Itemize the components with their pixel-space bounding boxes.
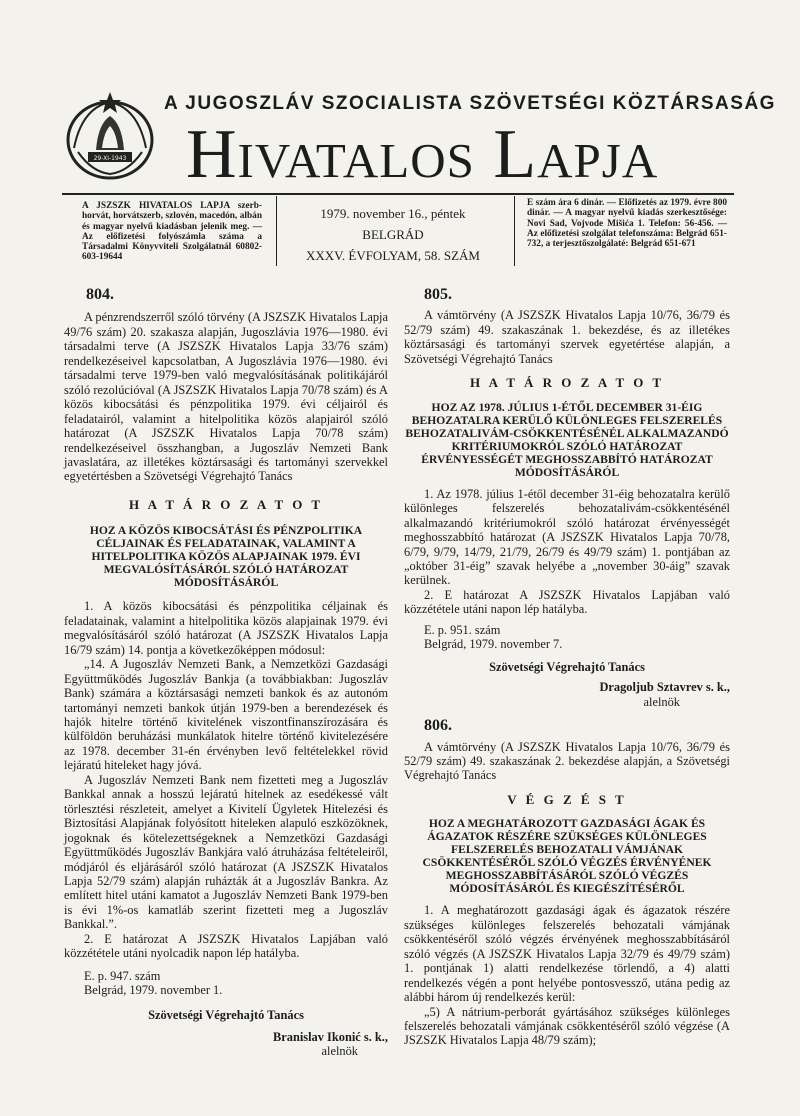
decree-number-804: 804.: [86, 286, 114, 303]
decree-806-intro: A vámtörvény (A JSZSZK Hivatalos Lapja 10/76, 36/79 és 52/79 szám) 49. szakaszának 2. bekezdése alapján, a Szövetségi Végrehajtó Tanács: [404, 739, 730, 783]
decree-805-intro: A vámtörvény (A JSZSZK Hivatalos Lapja 10/76, 36/79 és 52/79 szám) 49. szakaszának 1. bekezdése, és az illetékes köztársasági és tartományi szervek egyetértése alapján, a Szövetségi Végrehajtó Tanács: [404, 308, 730, 366]
decree-804-paragraph-2: „14. A Jugoszláv Nemzeti Bank, a Nemzetközi Gazdasági Együttműködés Jugoszláv Bankja (a továbbiakban: Jugoszláv Bank) számára a köztársasági nemzeti bankok és az autonóm tartományi nemzeti bankok útján 1979-ben a berendezések és hajók hitelre történő kivitelének viszontfinanszírozására és külföldön beruházási munkálatok hitelre történő kivitelezésére az 1978. december 31-én érvényben levő feltételekkel rövid lejáratú hiteleket hagy jóvá.: [64, 657, 388, 773]
header-right-info: E szám ára 6 dinár. — Előfizetés az 1979. évre 800 dinár. — A magyar nyelvű kiadás szerkesztősége: Novi Sad, Vojvode Mišića 1. Telefon: 56-456. — Az előfizetési szolgálat telefonszáma: Belgrád 651-732, a terjesztőszolgálaté: Belgrád 651-671: [527, 198, 727, 250]
decree-806-heading: V É G Z É S T: [507, 791, 627, 807]
masthead-title: Hivatalos Lapja: [186, 116, 659, 193]
decree-806-paragraph-1: 1. A meghatározott gazdasági ágak és ágazatok részére szükséges különleges felszerelés behozatali vámjának csökkentéséről szóló végzés érvényének meghosszabbításáról szóló végzés (A JSZSZK Hivatalos Lapja 32/79 és 49/79 szám) 1. pontjának 1) alatti rendelkezése törlendő, a 4) alatti rendelkezés végén a pont helyébe pontosvessző, utána pedig az alábbi három új rendelkezés kerül:: [404, 903, 730, 1005]
state-emblem: [62, 88, 158, 184]
left-column: [64, 288, 388, 1059]
issue-date: 1979. november 16., péntek: [320, 206, 466, 221]
decree-804-reference: E. p. 947. szám: [84, 968, 161, 983]
decree-804-signer: Branislav Ikonić s. k.,: [273, 1030, 388, 1045]
decree-805-signer: Dragoljub Sztavrev s. k.,: [599, 680, 730, 695]
decree-804-paragraph-3: A Jugoszláv Nemzeti Bank nem fizetteti meg a Jugoszláv Bankkal annak a hosszú lejáratú hitelnek az esedékessé vált törlesztési részleteit, amelyet a Kivitelí Ügyletek Hitelezési és Biztosítási Alapjának folyósított hiteleken alapuló eszközöknek, jogoknak és kötelezettségeknek a Nemzetközi Gazdasági Együttműködés Jugoszláv Bankjára való átruházása feltételeiről, módjáról és eljárásáról szóló határozat (A JSZSZK Hivatalos Lapja 52/79 szám) alapján ruházták át a Jugoszláv Bankra. Az említett hitel utáni kamatot a Jugoszláv Nemzeti Bank 1979-ben is évi 1%-os kamatláb szerint fizetteti meg a Jugoszláv Bankkal.”.: [64, 772, 388, 932]
decree-804-issuer: Szövetségi Végrehajtó Tanács: [148, 1007, 304, 1022]
decree-805-title: HOZ AZ 1978. JÚLIUS 1-ÉTŐL DECEMBER 31-ÉIG BEHOZATALRA KERÜLŐ KÜLÖNLEGES FELSZERELÉS BEHOZATALIVÁM-CSÖKKENTÉSÉNÉL ALKALMAZANDÓ KRITÉRIUMOKRÓL SZÓLÓ HATÁROZAT ÉRVÉNYESSÉGÉT MEGHOSSZABBÍTÓ HATÁROZAT MÓDOSÍTÁSÁRÓL: [405, 400, 729, 479]
issue-city: BELGRÁD: [362, 227, 424, 242]
right-column: [404, 288, 730, 1048]
decree-806-title: HOZ A MEGHATÁROZOTT GAZDASÁGI ÁGAK ÉS ÁGAZATOK RÉSZÉRE SZÜKSÉGES KÜLÖNLEGES FELSZERELÉS BEHOZATALI VÁMJÁNAK CSÖKKENTÉSÉRŐL SZÓLÓ VÉGZÉS ÉRVÉNYÉNEK MEGHOSSZABBÍTÁSÁRÓL SZÓLÓ VÉGZÉS MÓDOSÍTÁSÁRÓL ÉS KIEGÉSZÍTÉSÉRŐL: [422, 817, 712, 896]
issue-volume: XXXV. ÉVFOLYAM, 58. SZÁM: [306, 248, 480, 263]
decree-806-paragraph-2: „5) A nátrium-perborát gyártásához szükséges különleges felszerelés behozatali vámjának csökkentéséről szóló végzése (A JSZSZK Hivatalos Lapja 48/79 szám);: [404, 1004, 730, 1048]
decree-805-paragraph-1: 1. Az 1978. július 1-étől december 31-éig behozatalra kerülő különleges felszerelés behozatalivám-csökkentésénél alkalmazandó kritériumokról szóló határozat érvényességét meghosszabbító határozat (A JSZSZK Hivatalos Lapja 70/78, 6/79, 9/79, 14/79, 21/79, 26/79 és 49/79 szám) 1. pontjában az „október 31-éig” szavak helyébe a „november 30-áig” szavak kerülnek.: [404, 486, 730, 588]
decree-805-place-date: Belgrád, 1979. november 7.: [424, 637, 563, 652]
decree-805-role: alelnök: [643, 694, 680, 709]
decree-805-reference: E. p. 951. szám: [424, 622, 501, 637]
publication-kicker: A JUGOSZLÁV SZOCIALISTA SZÖVETSÉGI KÖZTÁRSASÁG: [164, 93, 776, 114]
emblem-date: 29-XI-1943: [93, 155, 127, 162]
decree-805-paragraph-2: 2. E határozat A JSZSZK Hivatalos Lapjában való közzététele utáni napon lép hatályba.: [404, 587, 730, 617]
decree-804-paragraph-1: 1. A közös kibocsátási és pénzpolitika céljainak és feladatainak, valamint a hitelpolitika közös alapjainak 1979. évi megvalósításáról szóló határozat (A JSZSZK Hivatalos Lapja 16/79 szám) 14. pontja a következőképpen módosul:: [64, 599, 388, 657]
header-divider-right: [514, 196, 515, 266]
decree-804-intro: A pénzrendszerről szóló törvény (A JSZSZK Hivatalos Lapja 49/76 szám) 20. szakasza alapján, Jugoszlávia 1976—1980. évi társadalmi terve (A JSZSZK Hivatalos Lapja 33/76 szám) rendelkezéseivel kapcsolatban, A Jugoszlávia 1976—1980. évi társadalmi terve 1979-ben való megvalósításának politikájáról szóló rezolúcióval (A JSZSZK Hivatalos Lapja 70/78 szám) és A közös kibocsátási és pénzpolitika 1979. évi céljairól és feladatairól, valamint a hitelpolitika közös alapjairól szóló határozat (A JSZSZK Hivatalos Lapja 70/78 szám) rendelkezéseivel összhangban, a Jugoszláv Nemzeti Bank javaslatára, az illetékes köztársasági és tartományi szervekkel egyetértésben a Szövetségi Végrehajtó Tanács: [64, 310, 388, 484]
header-rule: [62, 193, 734, 195]
header-left-info: A JSZSZK HIVATALOS LAPJA szerb-horvát, horvátszerb, szlovén, macedón, albán és magyar nyelvű kiadásban jelenik meg. — Az előfizetési folyószámla száma a Társadalmi Könyvviteli Szolgálatnál 60802-603-19644: [82, 201, 262, 263]
decree-number-806: 806.: [424, 717, 452, 735]
decree-number-805: 805.: [424, 286, 452, 303]
decree-805-issuer: Szövetségi Végrehajtó Tanács: [489, 659, 645, 674]
decree-804-title: HOZ A KÖZÖS KIBOCSÁTÁSI ÉS PÉNZPOLITIKA CÉLJAINAK ÉS FELADATAINAK, VALAMINT A HITELPOLITIKA KÖZÖS ALAPJAINAK 1979. ÉVI MEGVALÓSÍTÁSÁRÓL SZÓLÓ HATÁROZAT MÓDOSÍTÁSÁRÓL: [89, 524, 363, 590]
decree-804-place-date: Belgrád, 1979. november 1.: [84, 983, 223, 998]
header-divider-left: [276, 196, 277, 266]
decree-804-heading: H A T Á R O Z A T O T: [128, 496, 324, 512]
decree-804-role: alelnök: [321, 1044, 358, 1059]
decree-805-heading: H A T Á R O Z A T O T: [469, 375, 665, 391]
decree-804-paragraph-4: 2. E határozat A JSZSZK Hivatalos Lapjában való közzététele utáni nyolcadik napon lép hatályba.: [64, 931, 388, 961]
header-issue-block: [288, 203, 498, 266]
